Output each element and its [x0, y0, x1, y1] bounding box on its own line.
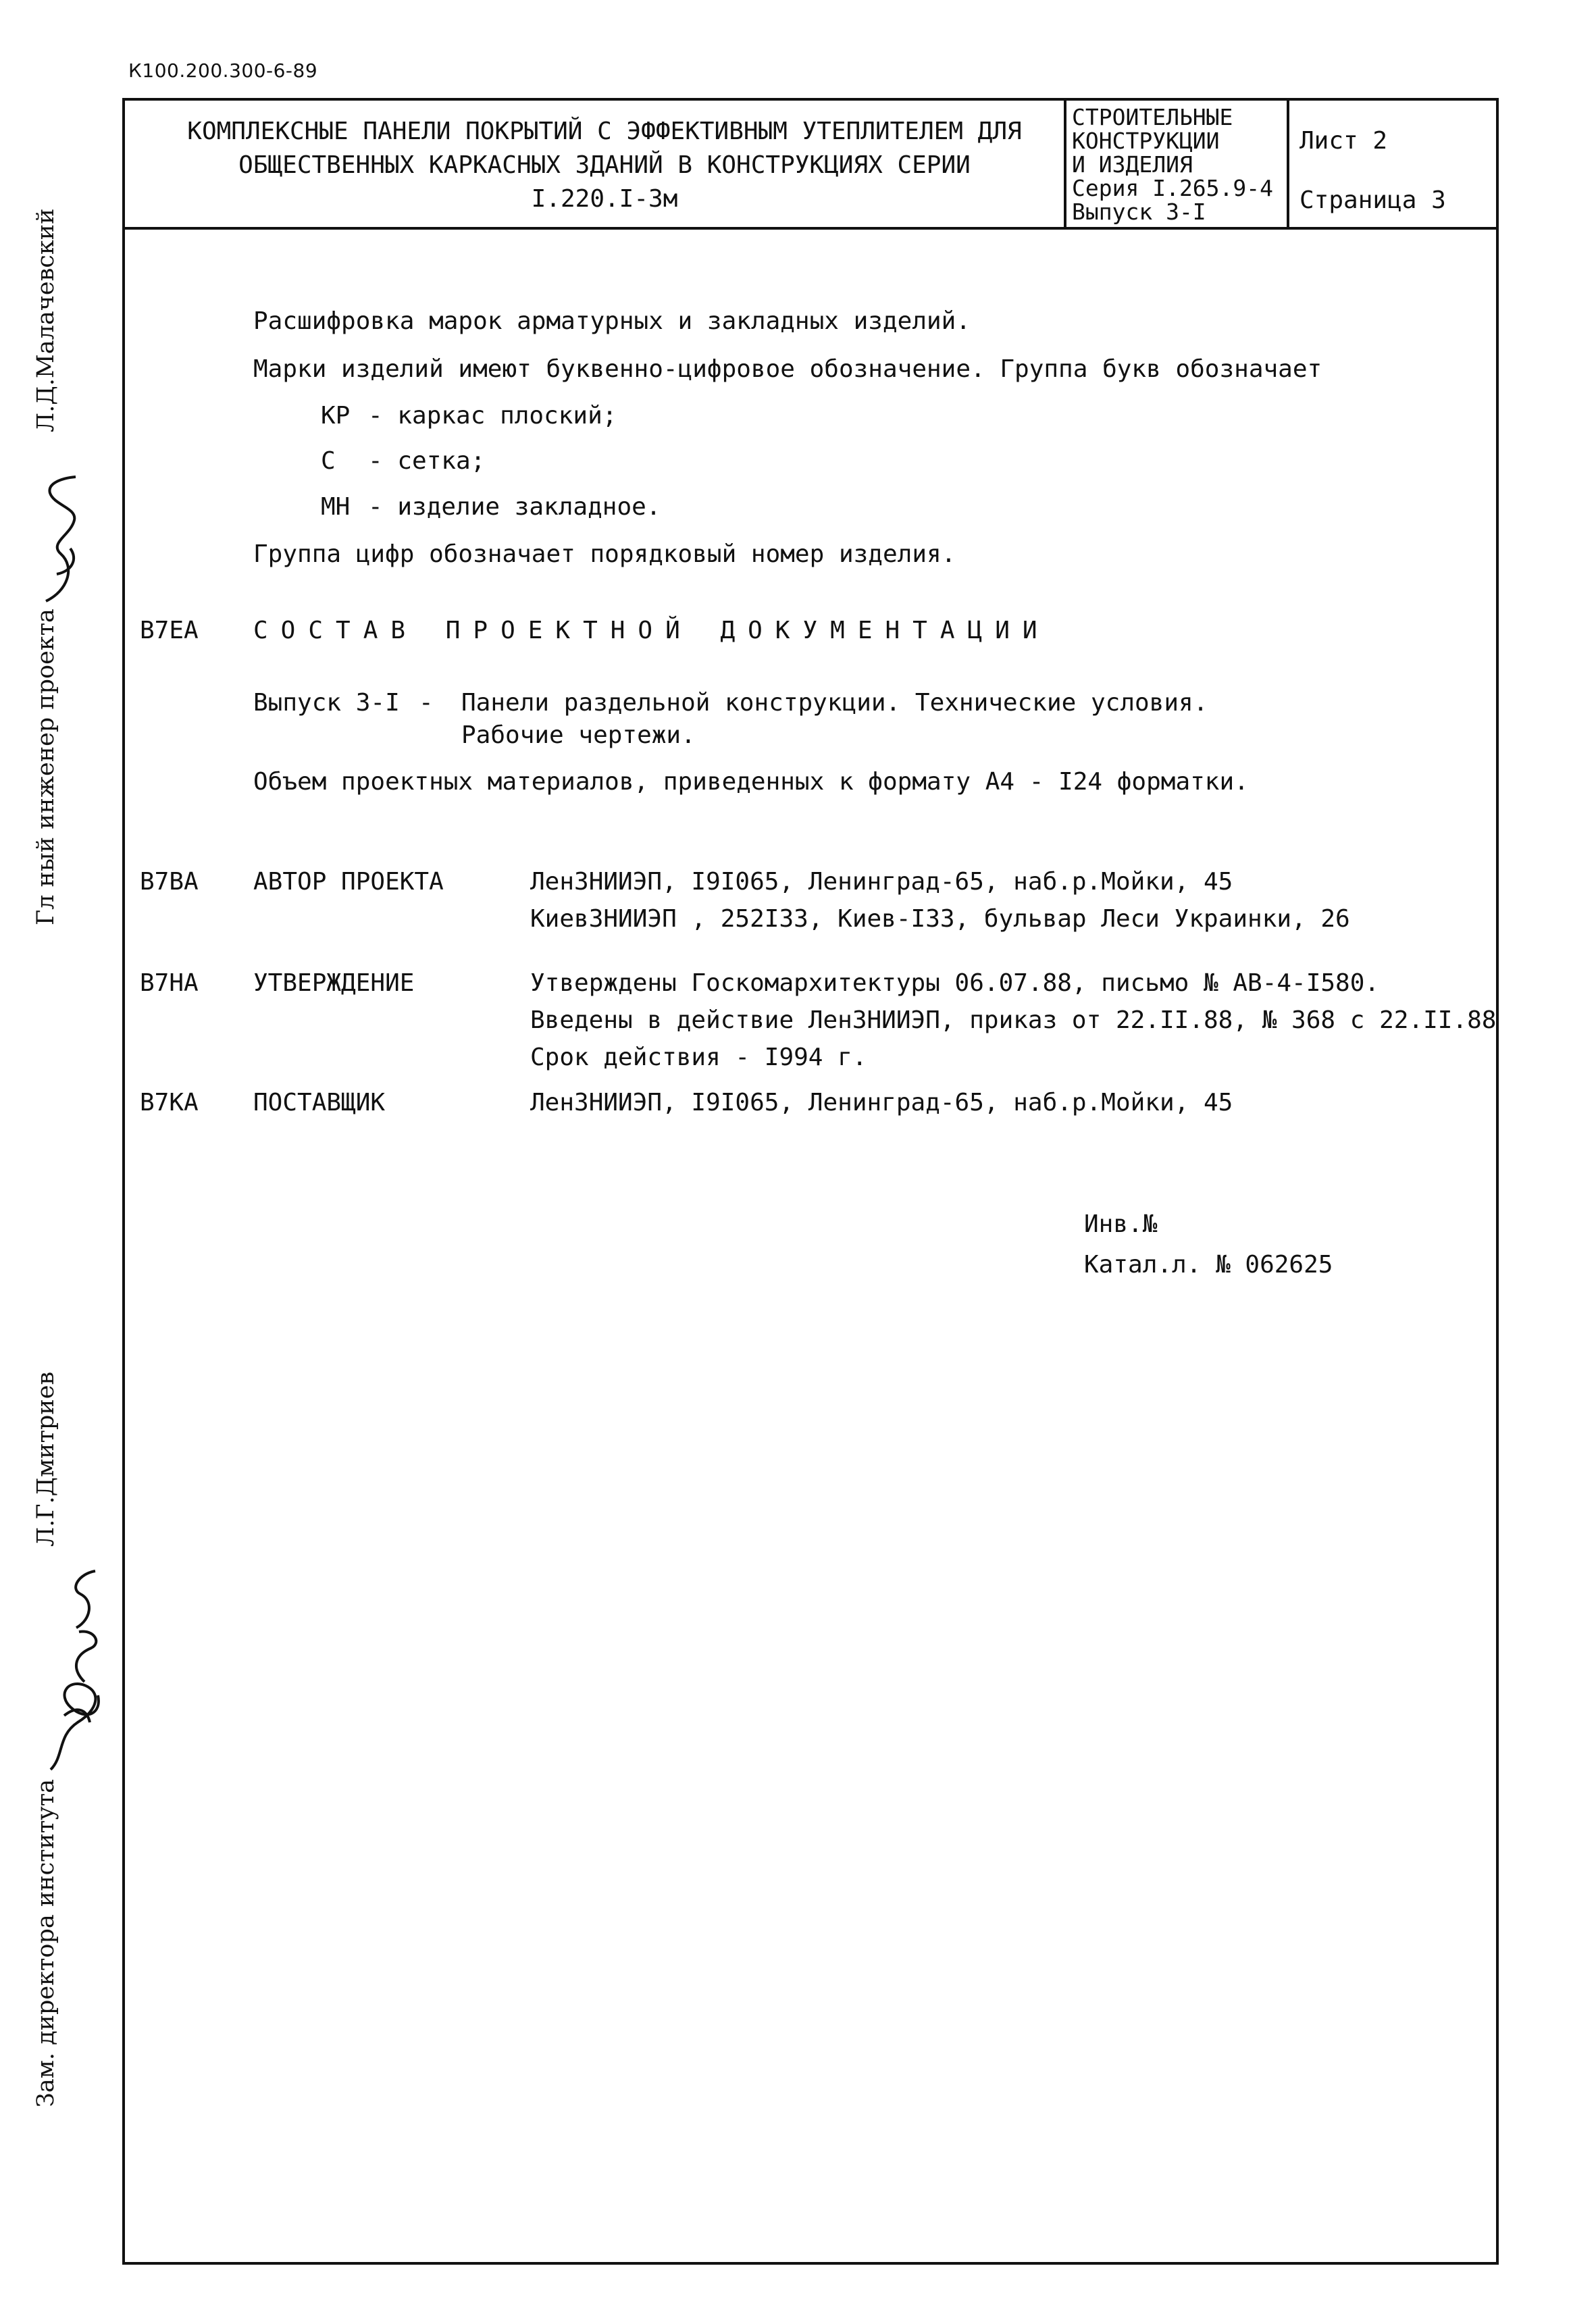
title-block-separator: [1287, 98, 1289, 230]
issue-description: Панели раздельной конструкции. Технические условия.: [461, 689, 1208, 717]
composition-tag: В7ЕА: [140, 617, 199, 644]
title-block-separator: [1064, 98, 1066, 230]
approval-line: Утверждены Госкомархитектуры 06.07.88, письмо № АВ-4-I580.: [530, 969, 1380, 997]
sheet-number: Лист 2: [1299, 127, 1388, 155]
issue-number: Выпуск 3-I: [253, 689, 400, 717]
title-line: ОБЩЕСТВЕННЫХ КАРКАСНЫХ ЗДАНИЙ В КОНСТРУКЦИЯХ СЕРИИ: [238, 151, 971, 179]
deputy-director-signature: [37, 1553, 111, 1776]
supplier-line: ЛенЗНИИЭП, I9I065, Ленинград-65, наб.р.Мойки, 45: [530, 1089, 1233, 1116]
series-line: КОНСТРУКЦИИ: [1072, 128, 1220, 154]
supplier-label: ПОСТАВЩИК: [253, 1089, 386, 1116]
author-line: ЛенЗНИИЭП, I9I065, Ленинград-65, наб.р.Мойки, 45: [530, 868, 1233, 896]
chief-engineer-name: Л.Д.Малачевский: [32, 208, 59, 432]
series-line: СТРОИТЕЛЬНЫЕ: [1072, 104, 1233, 130]
issue-description: Рабочие чертежи.: [461, 721, 696, 749]
decoding-title: Расшифровка марок арматурных и закладных изделий.: [253, 307, 971, 335]
catalog-number: Катал.л. № 062625: [1084, 1251, 1333, 1279]
approval-line: Введены в действие ЛенЗНИИЭП, приказ от 22.II.88, № 368 с 22.II.88: [530, 1006, 1497, 1034]
author-line: КиевЗНИИЭП , 252I33, Киев-I33, бульвар Леси Украинки, 26: [530, 905, 1350, 933]
deputy-director-caption: Зам. директора института: [32, 1779, 59, 2107]
deputy-director-name: Л.Г.Дмитриев: [32, 1371, 59, 1547]
title-line: I.220.I-3м: [531, 185, 678, 213]
mark-description: - изделие закладное.: [368, 493, 661, 521]
digits-note: Группа цифр обозначает порядковый номер изделия.: [253, 540, 956, 568]
decoding-intro: Марки изделий имеют буквенно-цифровое обозначение. Группа букв обозначает: [253, 355, 1322, 383]
issue-dash: -: [419, 689, 434, 717]
mark-code: С: [321, 447, 336, 475]
title-block-divider: [122, 227, 1499, 230]
document-code: К100.200.300-6-89: [128, 59, 318, 82]
mark-code: КР: [321, 402, 351, 430]
approval-tag: В7НА: [140, 969, 199, 997]
mark-code: МН: [321, 493, 351, 521]
author-tag: В7ВА: [140, 868, 199, 896]
series-line: Выпуск 3-I: [1072, 199, 1206, 225]
series-line: Серия I.265.9-4: [1072, 175, 1274, 201]
composition-heading: СОСТАВ ПРОЕКТНОЙ ДОКУМЕНТАЦИИ: [253, 617, 1050, 644]
approval-label: УТВЕРЖДЕНИЕ: [253, 969, 415, 997]
document-title: [169, 115, 1040, 216]
approval-line: Срок действия - I994 г.: [530, 1044, 867, 1071]
mark-description: - сетка;: [368, 447, 486, 475]
author-label: АВТОР ПРОЕКТА: [253, 868, 444, 896]
mark-description: - каркас плоский;: [368, 402, 617, 430]
volume-note: Объем проектных материалов, приведенных к формату А4 - I24 форматки.: [253, 768, 1249, 796]
chief-engineer-signature: [34, 473, 88, 608]
series-line: И ИЗДЕЛИЯ: [1072, 151, 1193, 178]
inventory-number: Инв.№: [1084, 1210, 1158, 1238]
title-line: КОМПЛЕКСНЫЕ ПАНЕЛИ ПОКРЫТИЙ С ЭФФЕКТИВНЫМ УТЕПЛИТЕЛЕМ ДЛЯ: [187, 118, 1022, 145]
chief-engineer-caption: Гл ный инженер проекта: [32, 609, 59, 925]
supplier-tag: В7КА: [140, 1089, 199, 1116]
series-info: [1072, 105, 1281, 224]
page-number: Страница 3: [1299, 186, 1446, 214]
